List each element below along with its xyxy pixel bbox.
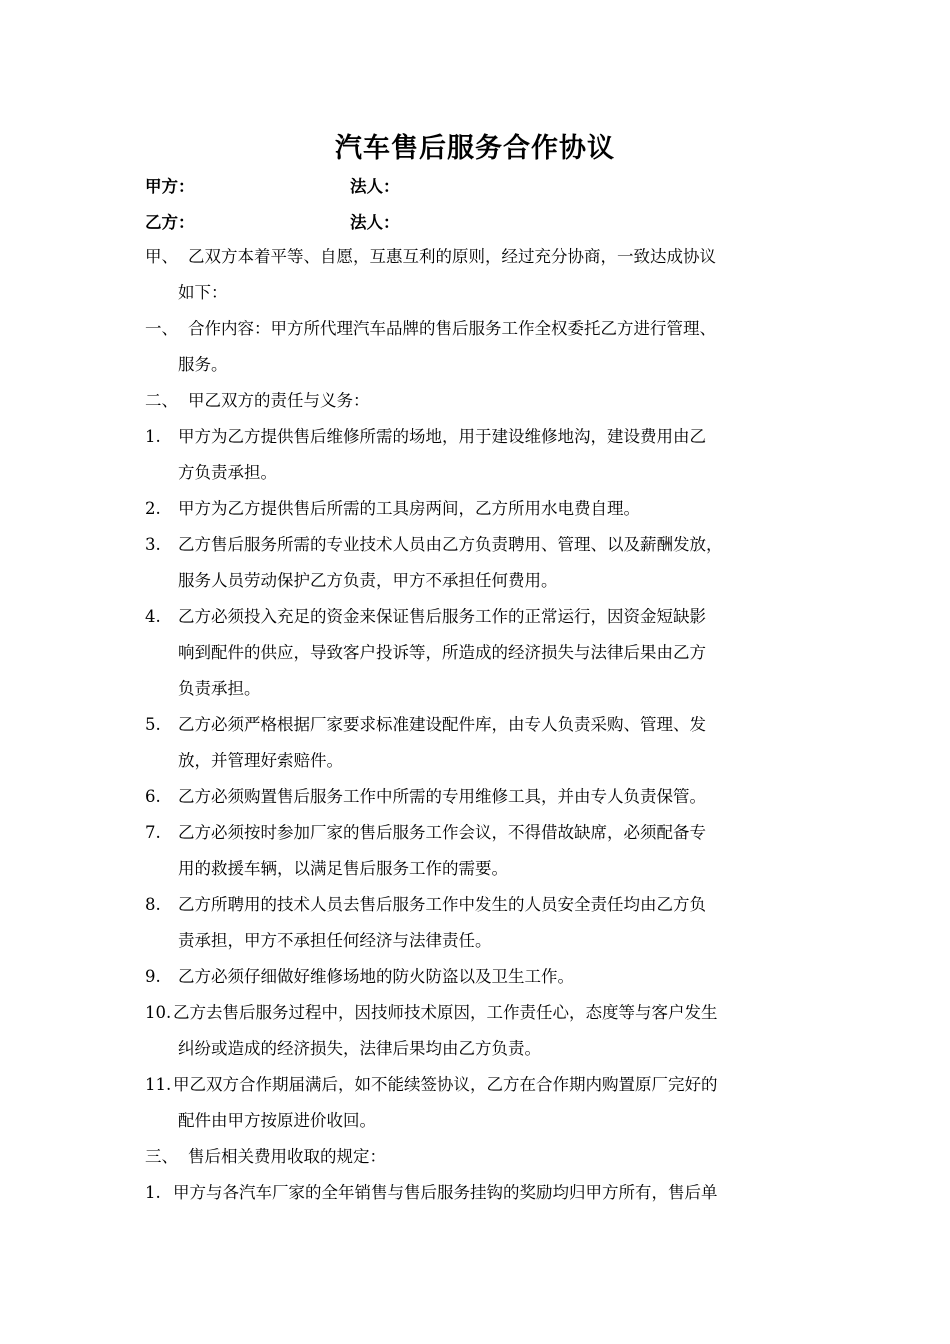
party-a-label: 甲方：	[145, 177, 195, 196]
item-number: 9.	[145, 967, 161, 986]
section-2-item-1	[145, 419, 820, 491]
item-text: 纠纷或造成的经济损失，法律后果均由乙方负责。	[178, 1039, 541, 1058]
section-2-item-7	[145, 815, 820, 887]
item-text: 责承担，甲方不承担任何经济与法律责任。	[178, 931, 492, 950]
item-number: 1.	[145, 427, 161, 446]
section-3-marker: 三、	[145, 1147, 178, 1166]
section-2-heading-text: 甲乙双方的责任与义务：	[188, 391, 370, 410]
item-text: 服务人员劳动保护乙方负责，甲方不承担任何费用。	[178, 571, 558, 590]
section-2-item-5	[145, 707, 820, 779]
item-text: 乙方必须严格根据厂家要求标准建设配件库，由专人负责采购、管理、发	[178, 715, 706, 734]
item-number: 5.	[145, 715, 161, 734]
item-text: 乙方必须仔细做好维修场地的防火防盗以及卫生工作。	[178, 967, 574, 986]
section-2-marker: 二、	[145, 391, 178, 410]
item-number: 11.	[145, 1075, 172, 1094]
item-text: 负责承担。	[178, 679, 261, 698]
party-a-legal-label: 法人：	[350, 177, 400, 196]
party-b-legal-label: 法人：	[350, 213, 400, 232]
item-text: 甲方为乙方提供售后所需的工具房两间，乙方所用水电费自理。	[178, 499, 640, 518]
intro-line-1: 乙双方本着平等、自愿，互惠互利的原则，经过充分协商，一致达成协议	[188, 247, 716, 266]
intro-marker: 甲、	[145, 247, 178, 266]
intro-paragraph	[145, 239, 820, 311]
item-text: 甲方为乙方提供售后维修所需的场地，用于建设维修地沟，建设费用由乙	[178, 427, 706, 446]
item-number: 4.	[145, 607, 161, 626]
section-2-item-4	[145, 599, 820, 707]
item-text: 配件由甲方按原进价收回。	[178, 1111, 376, 1130]
item-text: 甲乙双方合作期届满后，如不能续签协议，乙方在合作期内购置原厂完好的	[173, 1075, 718, 1094]
section-2-item-9	[145, 959, 820, 995]
intro-line-2: 如下：	[178, 283, 228, 302]
item-text: 方负责承担。	[178, 463, 277, 482]
item-text: 乙方必须按时参加厂家的售后服务工作会议，不得借故缺席，必须配备专	[178, 823, 706, 842]
section-1-marker: 一、	[145, 319, 178, 338]
item-text: 乙方售后服务所需的专业技术人员由乙方负责聘用、管理、以及薪酬发放，	[178, 535, 723, 554]
section-2-item-11	[145, 1067, 820, 1139]
section-3-item-1	[145, 1175, 820, 1211]
section-2-item-6	[145, 779, 820, 815]
item-text: 乙方必须购置售后服务工作中所需的专用维修工具，并由专人负责保管。	[178, 787, 706, 806]
item-number: 3.	[145, 535, 161, 554]
item-text: 响到配件的供应，导致客户投诉等，所造成的经济损失与法律后果由乙方	[178, 643, 706, 662]
section-1-line-2: 服务。	[178, 355, 228, 374]
item-text: 乙方必须投入充足的资金来保证售后服务工作的正常运行，因资金短缺影	[178, 607, 706, 626]
section-2-item-3	[145, 527, 820, 599]
section-1-line-1: 合作内容：甲方所代理汽车品牌的售后服务工作全权委托乙方进行管理、	[188, 319, 716, 338]
section-2-item-8	[145, 887, 820, 959]
section-3-heading	[145, 1139, 820, 1175]
section-1-paragraph	[145, 311, 820, 383]
document-title: 汽车售后服务合作协议	[335, 133, 615, 164]
section-2-item-10	[145, 995, 820, 1067]
item-number: 7.	[145, 823, 161, 842]
section-2-heading	[145, 383, 820, 419]
party-b-label: 乙方：	[145, 213, 195, 232]
item-text: 放，并管理好索赔件。	[178, 751, 343, 770]
section-2-item-2	[145, 491, 820, 527]
item-text: 用的救援车辆，以满足售后服务工作的需要。	[178, 859, 508, 878]
item-number: 6.	[145, 787, 161, 806]
item-text: 乙方去售后服务过程中，因技师技术原因，工作责任心，态度等与客户发生	[173, 1003, 718, 1022]
item-number: 10.	[145, 1003, 172, 1022]
item-number: 1.	[145, 1183, 161, 1202]
item-text: 乙方所聘用的技术人员去售后服务工作中发生的人员安全责任均由乙方负	[178, 895, 706, 914]
section-3-heading-text: 售后相关费用收取的规定：	[188, 1147, 386, 1166]
item-number: 8.	[145, 895, 161, 914]
item-text: 甲方与各汽车厂家的全年销售与售后服务挂钩的奖励均归甲方所有，售后单	[173, 1183, 718, 1202]
item-number: 2.	[145, 499, 161, 518]
